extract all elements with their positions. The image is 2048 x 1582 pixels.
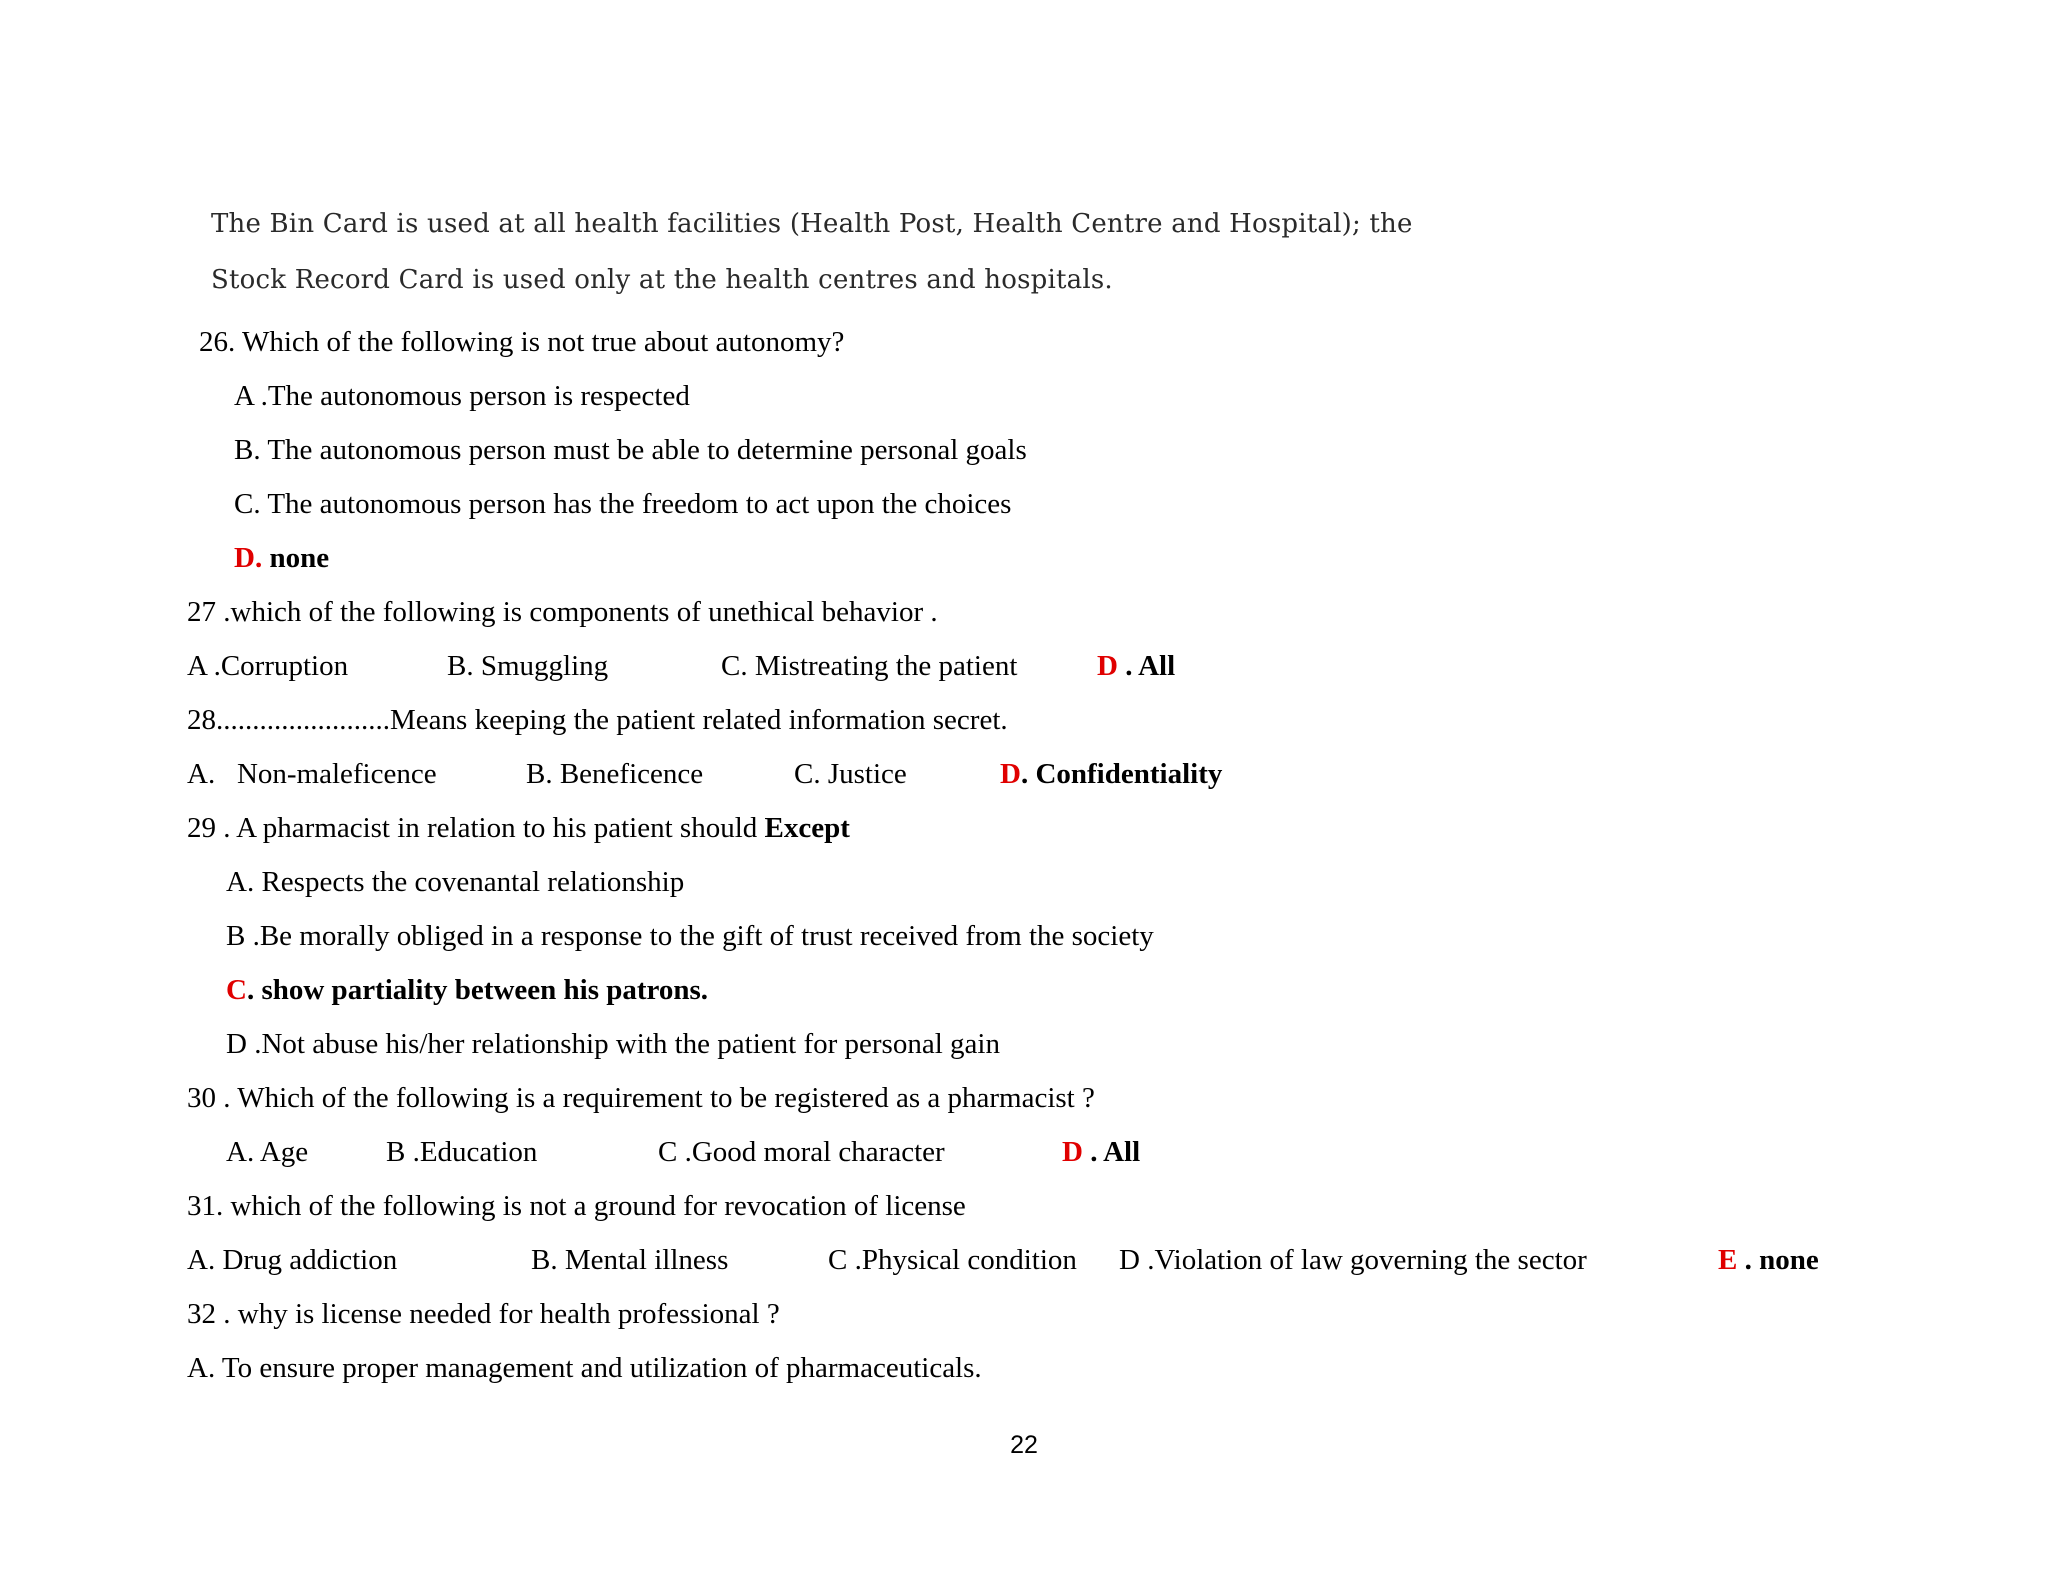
q29-option-b: B .Be morally obliged in a response to the gift of trust received from the society bbox=[226, 920, 1154, 952]
q27-answer-text: . All bbox=[1117, 650, 1176, 682]
page-number: 22 bbox=[1010, 1431, 1038, 1459]
q31-option-e bbox=[1718, 1243, 1819, 1277]
q31-answer-letter: E bbox=[1718, 1244, 1738, 1276]
q26-option-a: A .The autonomous person is respected bbox=[234, 380, 690, 412]
q26-question: 26. Which of the following is not true about autonomy? bbox=[199, 326, 845, 358]
q28-option-d bbox=[1000, 757, 1222, 791]
q26-option-d bbox=[234, 541, 329, 575]
q28-question: 28........................Means keeping the patient related information secret. bbox=[187, 704, 1008, 736]
q26-option-b: B. The autonomous person must be able to determine personal goals bbox=[234, 434, 1027, 466]
q29-option-c bbox=[226, 973, 708, 1007]
q26-answer-letter: D. bbox=[234, 542, 263, 574]
q30-option-d bbox=[1062, 1135, 1140, 1169]
q29-answer-letter: C bbox=[226, 974, 247, 1006]
q29-question bbox=[187, 811, 850, 845]
q31-option-c: C .Physical condition bbox=[828, 1244, 1077, 1276]
q27-option-a: A .Corruption bbox=[187, 650, 349, 682]
q30-options-row bbox=[0, 1135, 2048, 1169]
q31-options-row bbox=[0, 1243, 2048, 1277]
q29-option-d: D .Not abuse his/her relationship with the patient for personal gain bbox=[226, 1028, 1000, 1060]
q30-option-b: B .Education bbox=[386, 1136, 538, 1168]
q28-answer-text: . Confidentiality bbox=[1020, 758, 1223, 790]
q27-question: 27 .which of the following is components of unethical behavior . bbox=[187, 596, 938, 628]
q30-answer-letter: D bbox=[1062, 1136, 1083, 1168]
q31-option-a: A. Drug addiction bbox=[187, 1244, 398, 1276]
q26-answer-text: none bbox=[262, 542, 330, 574]
q28-option-c: C. Justice bbox=[794, 758, 907, 790]
q30-option-c: C .Good moral character bbox=[658, 1136, 945, 1168]
q31-question: 31. which of the following is not a ground for revocation of license bbox=[187, 1190, 966, 1222]
q27-option-d bbox=[1097, 649, 1175, 683]
q30-answer-text: . All bbox=[1082, 1136, 1141, 1168]
q28-answer-letter: D bbox=[1000, 758, 1021, 790]
q29-question-emphasis: Except bbox=[764, 812, 850, 844]
q29-option-a: A. Respects the covenantal relationship bbox=[226, 866, 685, 898]
q29-question-text: 29 . A pharmacist in relation to his patient should bbox=[187, 812, 765, 844]
q31-option-b: B. Mental illness bbox=[531, 1244, 729, 1276]
q32-option-a: A. To ensure proper management and utilization of pharmaceuticals. bbox=[187, 1352, 982, 1384]
q29-answer-text: . show partiality between his patrons. bbox=[246, 974, 709, 1006]
q30-question: 30 . Which of the following is a requirement to be registered as a pharmacist ? bbox=[187, 1082, 1095, 1114]
intro-line-2: Stock Record Card is used only at the health centres and hospitals. bbox=[211, 265, 1113, 295]
q28-option-b: B. Beneficence bbox=[526, 758, 704, 790]
intro-line-1: The Bin Card is used at all health facilities (Health Post, Health Centre and Hospital); the bbox=[211, 209, 1413, 239]
q32-question: 32 . why is license needed for health professional ? bbox=[187, 1298, 780, 1330]
q27-option-c: C. Mistreating the patient bbox=[721, 650, 1018, 682]
q30-option-a: A. Age bbox=[226, 1136, 309, 1168]
q28-option-a: A. Non-maleficence bbox=[187, 758, 437, 790]
q31-option-d: D .Violation of law governing the sector bbox=[1119, 1244, 1587, 1276]
q27-answer-letter: D bbox=[1097, 650, 1118, 682]
q27-option-b: B. Smuggling bbox=[447, 650, 609, 682]
q27-options-row bbox=[0, 649, 2048, 683]
q26-option-c: C. The autonomous person has the freedom to act upon the choices bbox=[234, 488, 1012, 520]
q31-answer-text: . none bbox=[1737, 1244, 1819, 1276]
q28-options-row bbox=[0, 757, 2048, 791]
